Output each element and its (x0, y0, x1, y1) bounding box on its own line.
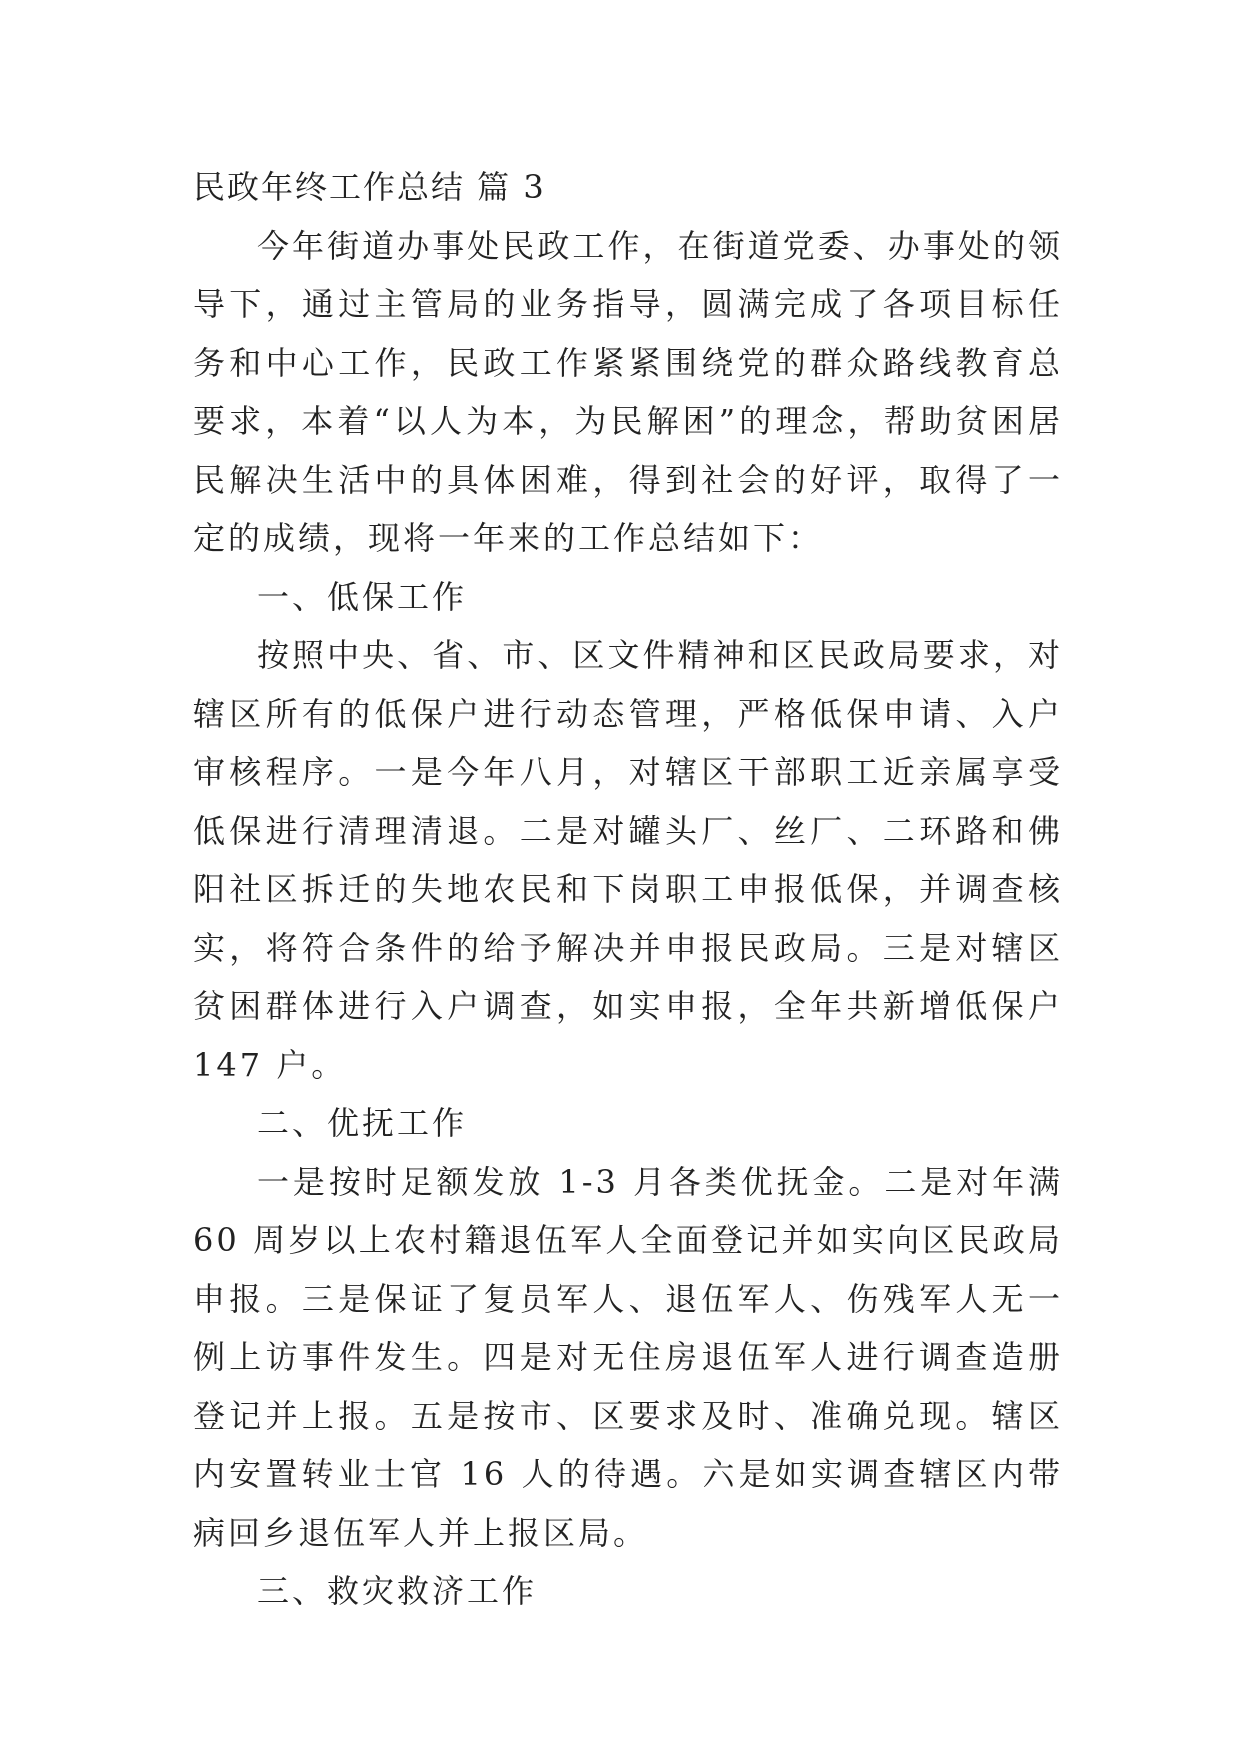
intro-paragraph: 今年街道办事处民政工作，在街道党委、办事处的领导下，通过主管局的业务指导，圆满完成了各项目标任务和中心工作，民政工作紧紧围绕党的群众路线教育总要求，本着“以人为本，为民解困”的理念，帮助贫困居民解决生活中的具体困难，得到社会的好评，取得了一定的成绩，现将一年来的工作总结如下： (193, 226, 1063, 557)
section-heading-youfu: 二、优抚工作 (257, 1104, 468, 1142)
document-title: 民政年终工作总结 篇 3 (193, 168, 546, 206)
section-body-youfu: 一是按时足额发放 1-3 月各类优抚金。二是对年满 60 周岁以上农村籍退伍军人全面登记并如实向区民政局申报。三是保证了复员军人、退伍军人、伤残军人无一例上访事件发生。四是对无住房退伍军人进行调查造册登记并上报。五是按市、区要求及时、准确兑现。辖区内安置转业士官 16 人的待遇。六是如实调查辖区内带病回乡退伍军人并上报区局。 (193, 1162, 1063, 1552)
section-heading-dibao: 一、低保工作 (257, 577, 468, 616)
section-heading-jiuzai: 三、救灾救济工作 (257, 1572, 538, 1610)
document-body (193, 158, 1063, 1621)
section-body-dibao: 按照中央、省、市、区文件精神和区民政局要求，对辖区所有的低保户进行动态管理，严格低保申请、入户审核程序。一是今年八月，对辖区干部职工近亲属享受低保进行清理清退。二是对罐头厂、丝厂、二环路和佛阳社区拆迁的失地农民和下岗职工申报低保，并调查核实，将符合条件的给予解决并申报民政局。三是对辖区贫困群体进行入户调查，如实申报，全年共新增低保户 147 户。 (193, 636, 1063, 1084)
